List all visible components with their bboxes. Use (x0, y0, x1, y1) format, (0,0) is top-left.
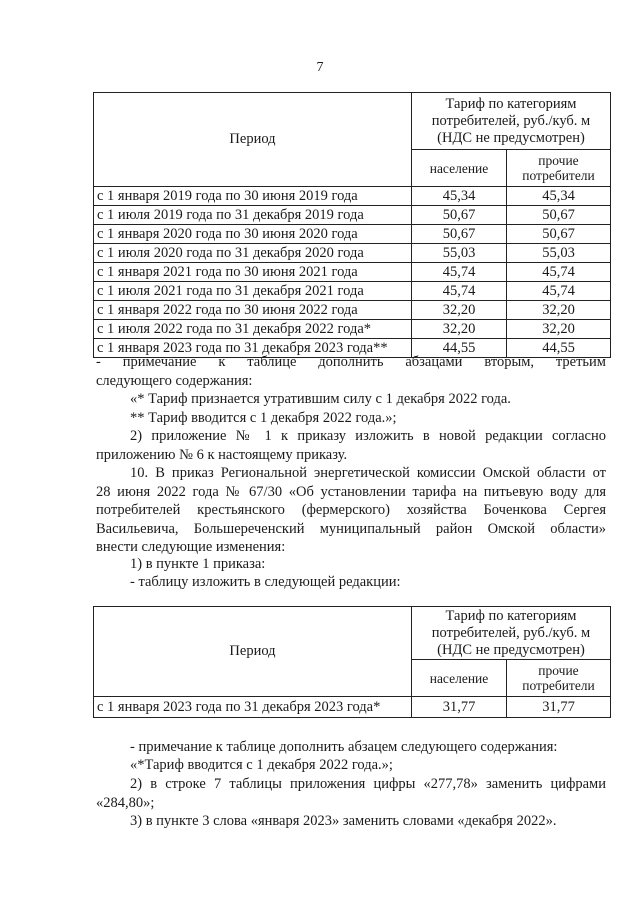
paragraph-footnote-2: ** Тариф вводится с 1 декабря 2022 года.»; (130, 410, 397, 426)
other-value-cell: 50,67 (507, 225, 611, 244)
population-value-cell: 55,03 (412, 244, 507, 263)
period-header: Период (94, 607, 412, 697)
tariff-header-line: Тариф по категориям (445, 607, 577, 624)
column-population-header: население (412, 660, 507, 697)
other-value-cell: 45,34 (507, 187, 611, 206)
other-value-cell: 44,55 (507, 339, 611, 358)
tariff-header (412, 607, 611, 660)
other-value-cell: 50,67 (507, 206, 611, 225)
paragraph-note-intro-cont (96, 372, 606, 391)
paragraph-item-10-line: 28 июня 2022 года № 67/30 «Об установлении тарифа на питьевую воду для (96, 484, 606, 500)
paragraph-item-10-line: потребителей крестьянского (фермерского) хозяйства Боченкова Сергея (96, 502, 606, 518)
other-value-cell: 45,74 (507, 282, 611, 301)
period-cell: с 1 июля 2021 года по 31 декабря 2021 года (94, 282, 412, 301)
population-value-cell: 50,67 (412, 225, 507, 244)
period-cell: с 1 июля 2020 года по 31 декабря 2020 года (94, 244, 412, 263)
tariff-table-1 (93, 92, 611, 358)
period-cell: с 1 января 2022 года по 30 июня 2022 года (94, 301, 412, 320)
period-header: Период (94, 93, 412, 187)
tariff-header (412, 93, 611, 150)
column-other-line: потребители (522, 168, 595, 183)
population-value-cell: 31,77 (412, 697, 507, 718)
table-row (94, 301, 611, 320)
period-cell: с 1 июля 2022 года по 31 декабря 2022 года* (94, 320, 412, 339)
period-cell: с 1 января 2023 года по 31 декабря 2023 года** (94, 339, 412, 358)
population-value-cell: 45,74 (412, 263, 507, 282)
paragraph-footnote-3: «*Тариф вводится с 1 декабря 2022 года.»; (130, 757, 393, 773)
paragraph-row-7: 2) в строке 7 таблицы приложения цифры «277,78» заменить цифрами (130, 776, 606, 792)
text-line: следующего содержания: (96, 373, 253, 389)
tariff-header-line: потребителей, руб./куб. м (431, 624, 591, 641)
population-value-cell: 50,67 (412, 206, 507, 225)
table-row (94, 244, 611, 263)
other-value-cell: 32,20 (507, 301, 611, 320)
tariff-header-line: (НДС не предусмотрен) (437, 641, 585, 658)
column-other-line: прочие (538, 663, 579, 678)
paragraph-table-intro: - таблицу изложить в следующей редакции: (130, 574, 401, 590)
tariff-table-2 (93, 606, 611, 718)
table-row (94, 225, 611, 244)
period-cell: с 1 января 2023 года по 31 декабря 2023 года* (94, 697, 412, 718)
other-value-cell: 32,20 (507, 320, 611, 339)
period-cell: с 1 июля 2019 года по 31 декабря 2019 года (94, 206, 412, 225)
population-value-cell: 45,34 (412, 187, 507, 206)
population-value-cell: 45,74 (412, 282, 507, 301)
paragraph-item-10: 10. В приказ Региональной энергетической комиссии Омской области от (130, 465, 606, 481)
column-other-header (507, 150, 611, 187)
paragraph-point-3: 3) в пункте 3 слова «января 2023» заменить словами «декабря 2022». (130, 813, 557, 829)
population-value-cell: 32,20 (412, 320, 507, 339)
table-row (94, 320, 611, 339)
column-other-header (507, 660, 611, 697)
column-other-line: потребители (522, 678, 595, 693)
paragraph-appendix-cont: приложению № 6 к настоящему приказу. (96, 447, 348, 463)
paragraph-footnote-1: «* Тариф признается утратившим силу с 1 декабря 2022 года. (130, 391, 511, 407)
population-value-cell: 44,55 (412, 339, 507, 358)
column-population-header: население (412, 150, 507, 187)
period-cell: с 1 января 2020 года по 30 июня 2020 года (94, 225, 412, 244)
other-value-cell: 31,77 (507, 697, 611, 718)
other-value-cell: 45,74 (507, 263, 611, 282)
paragraph-point-1: 1) в пункте 1 приказа: (130, 556, 266, 572)
other-value-cell: 55,03 (507, 244, 611, 263)
text-line: - примечание к таблице дополнить абзацами вторым, третьим (96, 354, 606, 370)
paragraph-note-intro (96, 353, 606, 372)
table-row (94, 187, 611, 206)
tariff-header-line: потребителей, руб./куб. м (431, 112, 591, 129)
page-number: 7 (316, 60, 324, 75)
paragraph-item-10-line: Васильевича, Большереченский муниципальный район Омской области» (96, 521, 606, 537)
period-cell: с 1 января 2021 года по 30 июня 2021 года (94, 263, 412, 282)
column-other-line: прочие (538, 153, 579, 168)
tariff-header-line: (НДС не предусмотрен) (437, 129, 585, 146)
table-row (94, 263, 611, 282)
paragraph-note-2: - примечание к таблице дополнить абзацем следующего содержания: (130, 739, 558, 755)
paragraph-item-10-line: внести следующие изменения: (96, 539, 286, 555)
paragraph-row-7-cont: «284,80»; (96, 795, 155, 811)
population-value-cell: 32,20 (412, 301, 507, 320)
period-cell: с 1 января 2019 года по 30 июня 2019 года (94, 187, 412, 206)
table-row (94, 697, 611, 718)
table-row (94, 206, 611, 225)
tariff-header-line: Тариф по категориям (445, 95, 577, 112)
table-row (94, 282, 611, 301)
paragraph-appendix: 2) приложение № 1 к приказу изложить в новой редакции согласно (130, 428, 606, 444)
